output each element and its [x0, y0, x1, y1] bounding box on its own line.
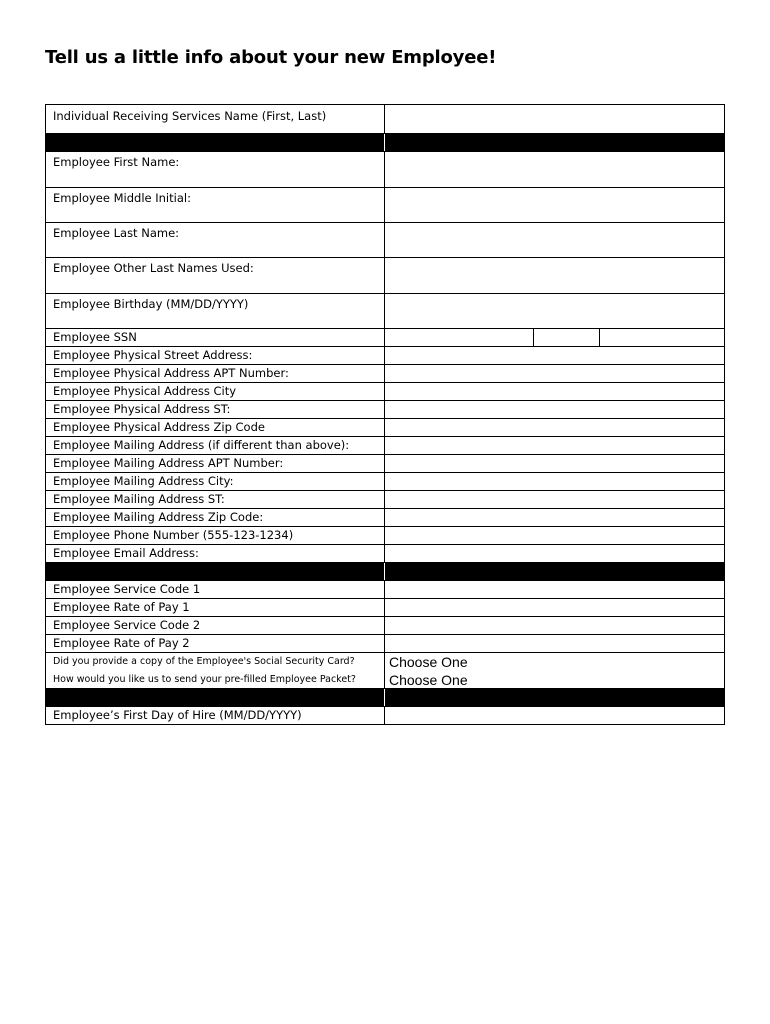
- section-divider: [46, 689, 724, 707]
- row-email: [46, 545, 724, 563]
- ssn-part-2[interactable]: [534, 329, 600, 346]
- row-mail-zip: [46, 509, 724, 527]
- first-name-field[interactable]: [386, 152, 724, 187]
- row-mail-state: [46, 491, 724, 509]
- last-name-label: Employee Last Name:: [46, 223, 385, 257]
- mail-apt-label: Employee Mailing Address APT Number:: [46, 455, 385, 472]
- mail-apt-field[interactable]: [386, 455, 724, 472]
- rate-pay-1-field[interactable]: [386, 599, 724, 616]
- email-label: Employee Email Address:: [46, 545, 385, 562]
- packet-label: How would you like us to send your pre-filled Employee Packet?: [46, 671, 385, 688]
- ss-card-label: Did you provide a copy of the Employee's Social Security Card?: [46, 653, 385, 671]
- row-first-day: [46, 707, 724, 724]
- divider-cell: [46, 563, 385, 580]
- rate-pay-2-field[interactable]: [386, 635, 724, 652]
- row-birthday: [46, 294, 724, 329]
- first-name-label: Employee First Name:: [46, 152, 385, 187]
- individual-name-label: Individual Receiving Services Name (First, Last): [46, 105, 385, 133]
- row-state: [46, 401, 724, 419]
- first-day-label: Employee’s First Day of Hire (MM/DD/YYYY): [46, 707, 385, 724]
- row-service-code-2: [46, 617, 724, 635]
- row-mail-city: [46, 473, 724, 491]
- rate-pay-1-label: Employee Rate of Pay 1: [46, 599, 385, 616]
- ssn-label: Employee SSN: [46, 329, 385, 346]
- first-day-field[interactable]: [386, 707, 724, 724]
- service-code-1-label: Employee Service Code 1: [46, 581, 385, 598]
- birthday-field[interactable]: [386, 294, 724, 328]
- last-name-field[interactable]: [386, 223, 724, 257]
- state-label: Employee Physical Address ST:: [46, 401, 385, 418]
- apt-field[interactable]: [386, 365, 724, 382]
- middle-initial-label: Employee Middle Initial:: [46, 188, 385, 222]
- row-other-last-names: [46, 258, 724, 294]
- mail-address-label: Employee Mailing Address (if different than above):: [46, 437, 385, 454]
- email-field[interactable]: [386, 545, 724, 562]
- middle-initial-field[interactable]: [386, 188, 724, 222]
- mail-zip-field[interactable]: [386, 509, 724, 526]
- row-rate-pay-1: [46, 599, 724, 617]
- ssn-part-3[interactable]: [600, 329, 724, 346]
- divider-cell: [46, 134, 385, 151]
- phone-field[interactable]: [386, 527, 724, 544]
- mail-state-label: Employee Mailing Address ST:: [46, 491, 385, 508]
- mail-city-field[interactable]: [386, 473, 724, 490]
- birthday-label: Employee Birthday (MM/DD/YYYY): [46, 294, 385, 328]
- other-last-names-label: Employee Other Last Names Used:: [46, 258, 385, 293]
- rate-pay-2-label: Employee Rate of Pay 2: [46, 635, 385, 652]
- ssn-part-1[interactable]: [386, 329, 534, 346]
- row-last-name: [46, 223, 724, 258]
- row-mail-apt: [46, 455, 724, 473]
- street-label: Employee Physical Street Address:: [46, 347, 385, 364]
- row-street: [46, 347, 724, 365]
- mail-state-field[interactable]: [386, 491, 724, 508]
- city-field[interactable]: [386, 383, 724, 400]
- row-city: [46, 383, 724, 401]
- row-service-code-1: [46, 581, 724, 599]
- row-first-name: [46, 152, 724, 188]
- phone-label: Employee Phone Number (555-123-1234): [46, 527, 385, 544]
- individual-name-field[interactable]: [386, 105, 724, 133]
- zip-field[interactable]: [386, 419, 724, 436]
- mail-city-label: Employee Mailing Address City:: [46, 473, 385, 490]
- ss-card-dropdown[interactable]: Choose One: [389, 654, 468, 670]
- packet-dropdown[interactable]: Choose One: [389, 672, 468, 688]
- zip-label: Employee Physical Address Zip Code: [46, 419, 385, 436]
- row-mail-address: [46, 437, 724, 455]
- street-field[interactable]: [386, 347, 724, 364]
- page-title: Tell us a little info about your new Employee!: [45, 47, 497, 68]
- mail-address-field[interactable]: [386, 437, 724, 454]
- employee-info-form: [45, 104, 725, 725]
- mail-zip-label: Employee Mailing Address Zip Code:: [46, 509, 385, 526]
- section-divider: [46, 563, 724, 581]
- row-middle-initial: [46, 188, 724, 223]
- apt-label: Employee Physical Address APT Number:: [46, 365, 385, 382]
- service-code-2-field[interactable]: [386, 617, 724, 634]
- row-rate-pay-2: [46, 635, 724, 653]
- section-divider: [46, 134, 724, 152]
- row-individual-name: [46, 105, 724, 134]
- row-ssn: [46, 329, 724, 347]
- row-zip: [46, 419, 724, 437]
- service-code-2-label: Employee Service Code 2: [46, 617, 385, 634]
- other-last-names-field[interactable]: [386, 258, 724, 293]
- state-field[interactable]: [386, 401, 724, 418]
- row-ss-card: [46, 653, 724, 671]
- ssn-field: [386, 329, 724, 346]
- row-packet: [46, 671, 724, 689]
- row-apt: [46, 365, 724, 383]
- divider-cell: [46, 689, 385, 706]
- service-code-1-field[interactable]: [386, 581, 724, 598]
- city-label: Employee Physical Address City: [46, 383, 385, 400]
- row-phone: [46, 527, 724, 545]
